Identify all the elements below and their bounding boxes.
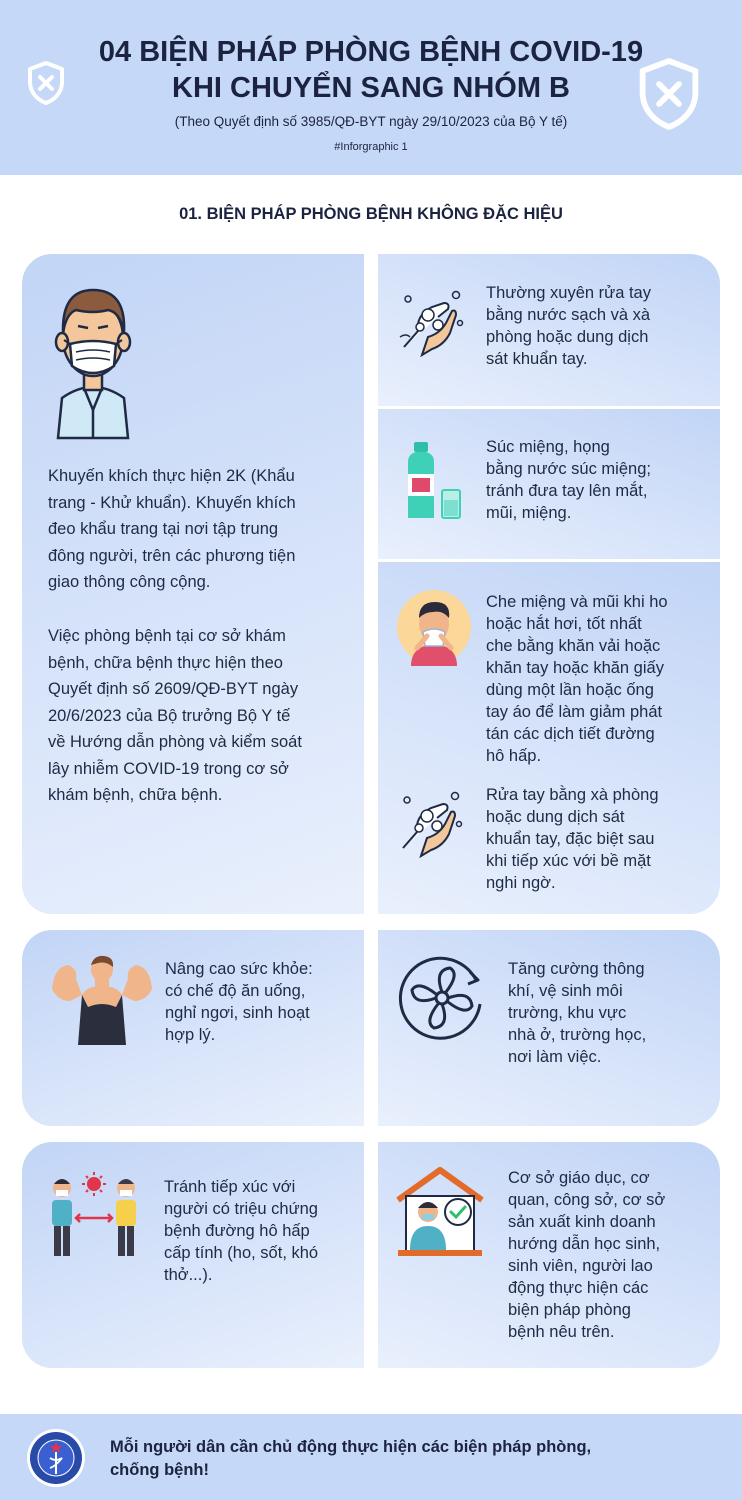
- text-line: che bằng khăn vải hoặc: [486, 637, 661, 655]
- text-line: quan, công sở, cơ sở: [508, 1191, 666, 1209]
- text-line: tán các dịch tiết đường: [486, 725, 655, 743]
- text-line: đông người, trên các phương tiện: [48, 546, 296, 565]
- masked-man-icon: [48, 280, 138, 440]
- section-title: 01. BIỆN PHÁP PHÒNG BỆNH KHÔNG ĐẶC HIỆU: [179, 205, 563, 223]
- text-line: Nâng cao sức khỏe:: [165, 960, 313, 978]
- text-line: trường, khu vực: [508, 1004, 627, 1022]
- text-line: nghi ngờ.: [486, 874, 556, 892]
- text-line: Tăng cường thông: [508, 960, 645, 978]
- handwash-icon: [398, 285, 468, 357]
- text-line: bệnh, chữa bệnh thực hiện theo: [48, 653, 283, 672]
- text-line: sinh viên, người lao: [508, 1257, 653, 1275]
- text-line: nhà ở, trường học,: [508, 1026, 647, 1044]
- soap-text: [486, 784, 716, 894]
- text-line: tay áo để làm giảm phát: [486, 703, 663, 721]
- text-line: trang - Khử khuẩn). Khuyến khích: [48, 493, 296, 512]
- text-line: bệnh nêu trên.: [508, 1323, 615, 1341]
- footer-message: [110, 1436, 710, 1482]
- page-title: 04 BIỆN PHÁP PHÒNG BỆNH COVID-19: [98, 36, 644, 68]
- text-line: khi tiếp xúc với bề mặt: [486, 852, 651, 870]
- text-line: động thực hiện các: [508, 1279, 649, 1297]
- text-line: khám bệnh, chữa bệnh.: [48, 786, 223, 804]
- text-line: Quyết định số 2609/QĐ-BYT ngày: [48, 680, 299, 698]
- text-line: Mỗi người dân cần chủ động thực hiện các biện pháp phòng,: [110, 1438, 592, 1456]
- text-line: Việc phòng bệnh tại cơ sở khám: [48, 627, 286, 645]
- text-line: sản xuất kinh doanh: [508, 1213, 656, 1231]
- ventilation-text: [508, 958, 713, 1068]
- text-line: dùng một lần hoặc ống: [486, 681, 654, 699]
- text-line: về Hướng dẫn phòng và kiểm soát: [48, 733, 302, 751]
- text-line: người có triệu chứng: [164, 1200, 318, 1218]
- text-line: hoặc dung dịch sát: [486, 808, 625, 826]
- text-line: sát khuẩn tay.: [486, 350, 588, 368]
- text-line: Khuyến khích thực hiện 2K (Khẩu: [48, 467, 295, 485]
- text-line: Che miệng và mũi khi ho: [486, 593, 668, 611]
- handwash-text: [486, 282, 716, 370]
- left-paragraph-2: [48, 623, 358, 809]
- text-line: khăn tay hoặc khăn giấy: [486, 659, 664, 677]
- strong-man-icon: [48, 955, 156, 1045]
- cover-text: [486, 591, 716, 767]
- text-line: hoặc hắt hơi, tốt nhất: [486, 615, 642, 633]
- text-line: 20/6/2023 của Bộ trưởng Bộ Y tế: [48, 706, 291, 725]
- text-line: cấp tính (ho, sốt, khó: [164, 1244, 319, 1262]
- text-line: phòng hoặc dung dịch: [486, 328, 649, 346]
- text-line: hô hấp.: [486, 747, 542, 765]
- text-line: hợp lý.: [165, 1026, 216, 1044]
- text-line: chống bệnh!: [110, 1461, 209, 1479]
- ministry-of-health-logo: [26, 1428, 86, 1488]
- mouthwash-text: [486, 436, 716, 524]
- text-line: bằng nước sạch và xà: [486, 306, 651, 324]
- text-line: hướng dẫn học sinh,: [508, 1235, 661, 1253]
- soap-handwash-icon: [396, 786, 468, 858]
- cough-cover-icon: [395, 588, 473, 666]
- hashtag: #Inforgraphic 1: [334, 141, 408, 153]
- text-line: bằng nước súc miệng;: [486, 460, 651, 478]
- page-title-line2: KHI CHUYỂN SANG NHÓM B: [172, 72, 570, 104]
- text-line: giao thông công cộng.: [48, 573, 211, 591]
- text-line: thở...).: [164, 1266, 213, 1284]
- text-line: Thường xuyên rửa tay: [486, 284, 651, 302]
- health-text: [165, 958, 355, 1046]
- text-line: bệnh đường hô hấp: [164, 1222, 310, 1240]
- text-line: Rửa tay bằng xà phòng: [486, 786, 659, 804]
- text-line: nghỉ ngơi, sinh hoạt: [165, 1004, 310, 1022]
- text-line: Tránh tiếp xúc với: [164, 1178, 296, 1196]
- workplace-icon: [394, 1166, 486, 1258]
- text-line: biện pháp phòng: [508, 1301, 631, 1319]
- text-line: nơi làm việc.: [508, 1048, 602, 1066]
- text-line: Cơ sở giáo dục, cơ: [508, 1169, 650, 1187]
- text-line: khuẩn tay, đặc biệt sau: [486, 830, 655, 848]
- page-subtitle: (Theo Quyết định số 3985/QĐ-BYT ngày 29/10/2023 của Bộ Y tế): [174, 114, 568, 129]
- text-line: đeo khẩu trang tại nơi tập trung: [48, 520, 279, 538]
- text-line: tránh đưa tay lên mắt,: [486, 482, 648, 500]
- mouthwash-bottle-icon: [400, 440, 470, 522]
- institutions-text: [508, 1167, 713, 1343]
- text-line: lây nhiễm COVID-19 trong cơ sở: [48, 759, 289, 778]
- text-line: mũi, miệng.: [486, 504, 572, 522]
- text-line: Súc miệng, họng: [486, 438, 610, 456]
- left-paragraph-1: [48, 463, 358, 596]
- avoid-contact-text: [164, 1176, 359, 1286]
- fan-icon: [396, 952, 488, 1044]
- text-line: khí, vệ sinh môi: [508, 982, 623, 1000]
- distancing-icon: [46, 1170, 142, 1260]
- text-line: có chế độ ăn uống,: [165, 982, 306, 1000]
